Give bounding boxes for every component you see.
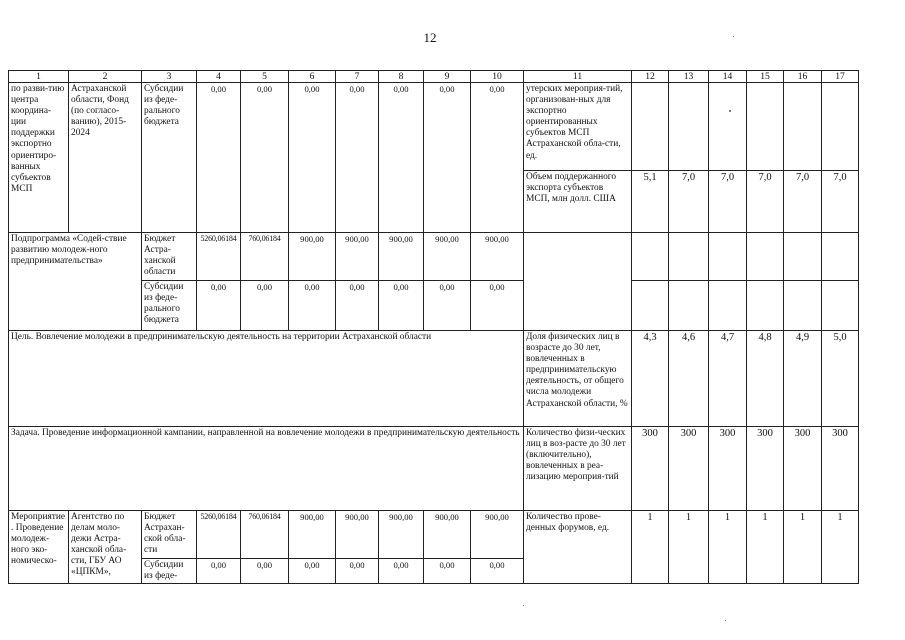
table-row [9, 511, 859, 559]
amount-cell: 0,00 [424, 83, 471, 233]
header-cell: 16 [784, 71, 822, 83]
scan-speck [725, 620, 726, 621]
indicator-name [524, 233, 632, 331]
page-number: 12 [423, 30, 437, 45]
header-cell: 7 [336, 71, 379, 83]
indicator-value [632, 281, 669, 331]
indicator-value: 4,3 [632, 331, 669, 427]
header-cell: 5 [241, 71, 289, 83]
indicator-value: 1 [822, 511, 859, 584]
indicator-value [822, 83, 859, 171]
indicator-value: 7,0 [709, 171, 747, 233]
executor: Астраханской области, Фонд (по согласо-ванию), 2015-2024 [69, 83, 142, 233]
amount-cell: 0,00 [289, 559, 336, 584]
amount-cell: 900,00 [379, 511, 424, 559]
amount-cell: 900,00 [471, 511, 524, 559]
header-cell: 10 [471, 71, 524, 83]
header-cell: 12 [632, 71, 669, 83]
header-cell: 2 [69, 71, 142, 83]
goal-text: Цель. Вовлечение молодежи в предпринимательскую деятельность на территории Астраханской области [9, 331, 524, 427]
scan-speck [733, 36, 734, 37]
scan-speck [523, 605, 524, 606]
amount-cell: 0,00 [424, 559, 471, 584]
indicator-value: 7,0 [747, 171, 784, 233]
amount-cell: 0,00 [289, 281, 336, 331]
indicator-value: 300 [822, 427, 859, 511]
header-cell: 3 [142, 71, 197, 83]
amount-cell: 0,00 [197, 281, 241, 331]
amount-cell: 900,00 [379, 233, 424, 281]
indicator-value [632, 83, 669, 171]
indicator-value: 300 [669, 427, 709, 511]
indicator-value [747, 281, 784, 331]
funding-source: Бюджет Астра-ханской области [142, 233, 197, 281]
indicator-value: 7,0 [784, 171, 822, 233]
amount-cell: 5260,06184 [197, 511, 241, 559]
indicator-value: 300 [632, 427, 669, 511]
indicator-value: 300 [709, 427, 747, 511]
indicator-value [784, 281, 822, 331]
amount-cell: 0,00 [336, 83, 379, 233]
indicator-value: 4,9 [784, 331, 822, 427]
header-cell: 17 [822, 71, 859, 83]
indicator-value: 300 [784, 427, 822, 511]
scan-speck [729, 110, 731, 112]
table-row [9, 427, 859, 511]
indicator-value: 1 [632, 511, 669, 584]
amount-cell: 0,00 [336, 281, 379, 331]
indicator-value [709, 83, 747, 171]
amount-cell: 900,00 [289, 511, 336, 559]
indicator-value [822, 281, 859, 331]
funding-source: Бюджет Астрахан-ской обла-сти [142, 511, 197, 559]
indicator-value [669, 233, 709, 281]
amount-cell: 0,00 [241, 83, 289, 233]
amount-cell: 0,00 [241, 559, 289, 584]
amount-cell: 0,00 [471, 83, 524, 233]
header-cell: 1 [9, 71, 69, 83]
indicator-value: 5,1 [632, 171, 669, 233]
amount-cell: 5260,06184 [197, 233, 241, 281]
table-row [9, 233, 859, 281]
amount-cell: 760,06184 [241, 511, 289, 559]
indicator-value: 300 [747, 427, 784, 511]
header-cell: 13 [669, 71, 709, 83]
indicator-name: Доля физических лиц в возрасте до 30 лет, вовлеченных в предпринимательскую деятельность, от общего числа молодежи Астраханской области, % [524, 331, 632, 427]
indicator-value [822, 233, 859, 281]
amount-cell: 0,00 [424, 281, 471, 331]
executor: Агентство по делам моло-дежи Астра-ханской обла-сти, ГБУ АО «ЦПКМ», [69, 511, 142, 584]
amount-cell: 760,06184 [241, 233, 289, 281]
amount-cell: 0,00 [241, 281, 289, 331]
indicator-value [669, 83, 709, 171]
amount-cell: 900,00 [289, 233, 336, 281]
header-cell: 11 [524, 71, 632, 83]
indicator-name: Количество физи-ческих лиц в воз-расте до 30 лет (включительно), вовлеченных в реа-лизацию мероприя-тий [524, 427, 632, 511]
amount-cell: 0,00 [289, 83, 336, 233]
subprogram-title: Подпрограмма «Содей-ствие развитию молодеж-ного предпринимательства» [9, 233, 142, 331]
amount-cell: 0,00 [379, 281, 424, 331]
indicator-value [709, 233, 747, 281]
indicator-value: 4,8 [747, 331, 784, 427]
indicator-value: 1 [709, 511, 747, 584]
indicator-value [784, 233, 822, 281]
indicator-value [747, 83, 784, 171]
amount-cell: 900,00 [336, 511, 379, 559]
indicator-value: 1 [669, 511, 709, 584]
measure-name: по разви-тию центра координа-ции поддержки экспортно ориентиро-ванных субъектов МСП [9, 83, 69, 233]
amount-cell: 0,00 [471, 281, 524, 331]
header-cell: 4 [197, 71, 241, 83]
amount-cell: 0,00 [471, 559, 524, 584]
amount-cell: 900,00 [424, 233, 471, 281]
indicator-name: утерских мероприя-тий, организован-ных для экспортно ориентированных субъектов МСП Астраханской обла-сти, ед. [524, 83, 632, 171]
header-cell: 8 [379, 71, 424, 83]
indicator-name: Объем поддержанного экспорта субъектов МСП, млн долл. США [524, 171, 632, 233]
indicator-value: 7,0 [822, 171, 859, 233]
indicator-value [669, 281, 709, 331]
amount-cell: 900,00 [336, 233, 379, 281]
indicator-name: Количество прове-денных форумов, ед. [524, 511, 632, 584]
indicator-value [784, 83, 822, 171]
amount-cell: 0,00 [197, 559, 241, 584]
task-text: Задача. Проведение информационной кампании, направленной на вовлечение молодежи в предпринимательскую деятельность [9, 427, 524, 511]
indicator-value [747, 233, 784, 281]
amount-cell: 900,00 [424, 511, 471, 559]
indicator-value: 5,0 [822, 331, 859, 427]
header-cell: 9 [424, 71, 471, 83]
amount-cell: 900,00 [471, 233, 524, 281]
funding-source: Субсидии из феде-рального бюджета [142, 281, 197, 331]
indicator-value: 4,7 [709, 331, 747, 427]
indicator-value: 1 [784, 511, 822, 584]
amount-cell: 0,00 [336, 559, 379, 584]
indicator-value: 4,6 [669, 331, 709, 427]
amount-cell: 0,00 [379, 559, 424, 584]
indicator-value: 1 [747, 511, 784, 584]
program-table [8, 70, 859, 584]
indicator-value: 7,0 [669, 171, 709, 233]
measure-name: Мероприятие. Проведение молодеж-ного эко-номическо- [9, 511, 69, 584]
funding-source: Субсидии из феде- [142, 559, 197, 584]
amount-cell: 0,00 [197, 83, 241, 233]
header-cell: 6 [289, 71, 336, 83]
funding-source: Субсидии из феде-рального бюджета [142, 83, 197, 233]
indicator-value [709, 281, 747, 331]
header-cell: 15 [747, 71, 784, 83]
header-cell: 14 [709, 71, 747, 83]
table-row [9, 83, 859, 171]
header-row [9, 71, 859, 83]
amount-cell: 0,00 [379, 83, 424, 233]
table-row [9, 331, 859, 427]
indicator-value [632, 233, 669, 281]
